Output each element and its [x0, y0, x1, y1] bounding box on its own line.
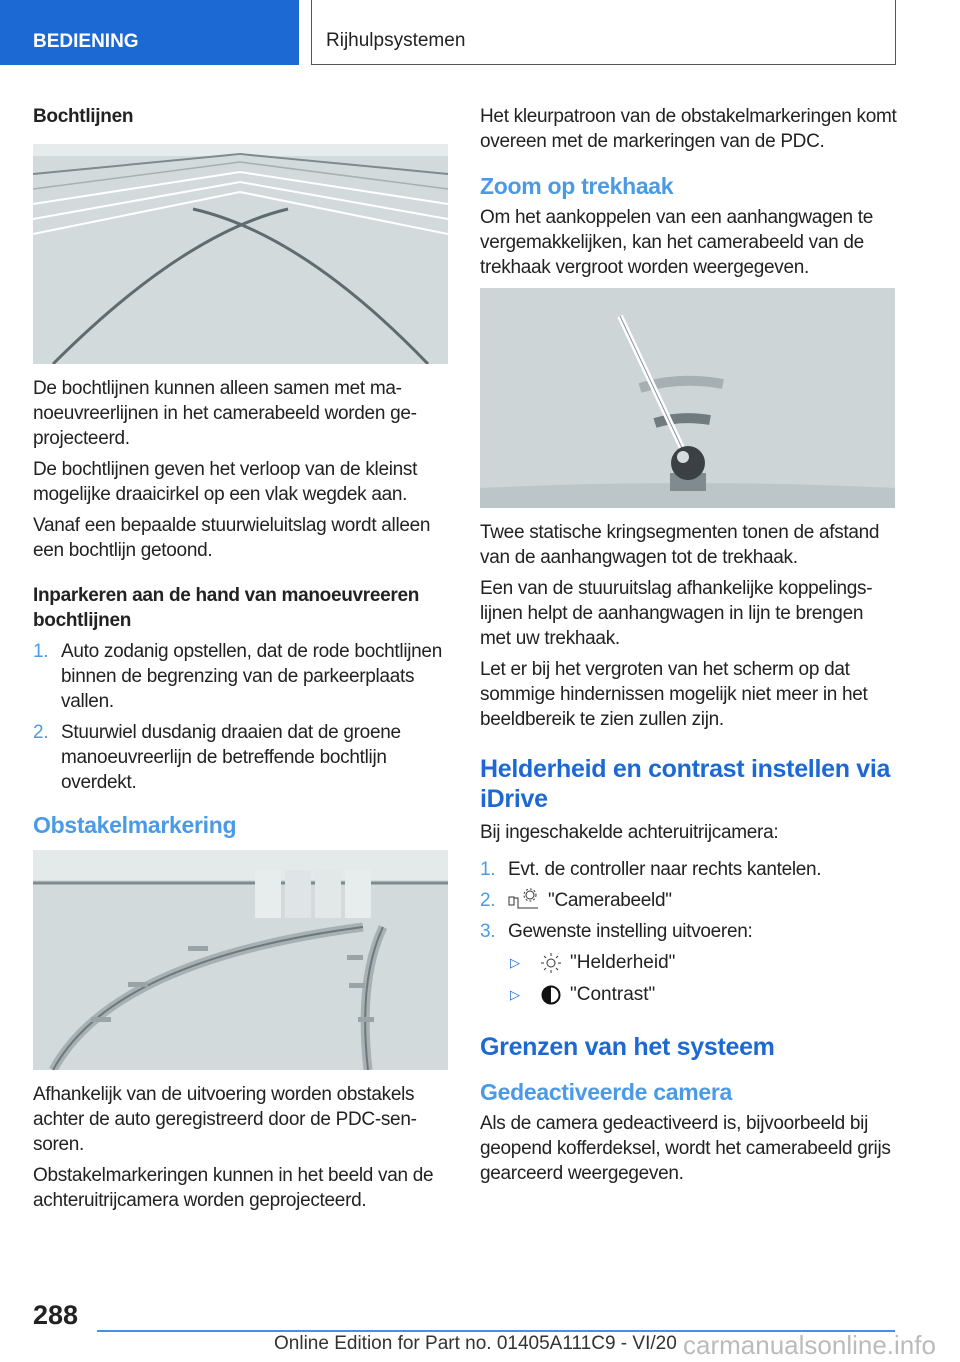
- list-number: 1.: [480, 859, 496, 880]
- list-text: Auto zodanig opstellen, dat de rode bochtlijnen binnen de begrenzing van de parkeerplaats vallen.: [61, 641, 442, 712]
- list-item: [33, 720, 451, 795]
- sub-item-text: "Contrast": [570, 984, 656, 1005]
- paragraph: De bochtlijnen geven het verloop van de kleinst mogelijke draaicirkel op een vlak wegdek aan.: [33, 459, 418, 505]
- paragraph: De bochtlijnen kunnen alleen samen met manoeuvreerlijnen in het camerabeeld worden geprojecteerd.: [33, 378, 417, 449]
- brightness-icon: [540, 952, 562, 974]
- paragraph: Vanaf een bepaalde stuurwieluitslag wordt alleen een bochtlijn getoond.: [33, 515, 431, 561]
- paragraph: Afhankelijk van de uitvoering worden obstakels achter de auto geregistreerd door de PDC-sensoren.: [33, 1084, 417, 1155]
- list-item: [480, 888, 898, 913]
- bullet-triangle-icon: ▷: [510, 987, 520, 1002]
- list-text: Stuurwiel dusdanig draaien dat de groene manoeuvreerlijn de betreffende bochtlijn overdekt.: [61, 722, 401, 793]
- sub-item-brightness: [510, 950, 898, 976]
- chapter-title: Rijhulpsystemen: [311, 0, 896, 65]
- paragraph: Om het aankoppelen van een aanhangwagen te vergemakkelijken, kan het camerabeeld van de trekhaak vergroot worden weergegeven.: [480, 207, 874, 278]
- list-text: "Camerabeeld": [548, 890, 672, 911]
- list-item: [480, 857, 898, 882]
- list-text: Evt. de controller naar rechts kantelen.: [508, 859, 822, 880]
- heading-bochtlijnen: Bochtlijnen: [33, 106, 134, 127]
- obstacle-marking-figure: [33, 850, 448, 1070]
- heading-gedeactiveerde-camera: Gedeactiveerde camera: [480, 1079, 732, 1105]
- paragraph: Obstakelmarkeringen kunnen in het beeld van de achteruitrijcamera worden geprojecteerd.: [33, 1165, 434, 1211]
- heading-inparkeren: Inparkeren aan de hand van manoeuvreeren bochtlijnen: [33, 585, 420, 631]
- paragraph: Twee statische kringsegmenten tonen de afstand van de aanhangwagen tot de trekhaak.: [480, 522, 880, 568]
- list-text: Gewenste instelling uitvoeren:: [508, 921, 753, 942]
- paragraph: Een van de stuuruitslag afhankelijke koppelingslijnen helpt de aanhangwagen in lijn te brengen met uw trekhaak.: [480, 578, 873, 649]
- paragraph: Als de camera gedeactiveerd is, bijvoorbeeld bij geopend kofferdeksel, wordt het camerabeeld grijs gearceerd weergegeven.: [480, 1113, 891, 1184]
- heading-zoom-trekhaak: Zoom op trekhaak: [480, 173, 674, 199]
- list-item: [33, 639, 451, 714]
- list-number: 2.: [480, 890, 496, 911]
- right-column: [480, 104, 898, 1192]
- heading-helderheid: Helderheid en contrast instellen via iDrive: [480, 755, 891, 813]
- list-number: 1.: [33, 641, 49, 662]
- heading-obstakelmarkering: Obstakelmarkering: [33, 812, 237, 838]
- paragraph: Bij ingeschakelde achteruitrijcamera:: [480, 822, 779, 843]
- paragraph: Het kleurpatroon van de obstakelmarkeringen komt overeen met de markeringen van de PDC.: [480, 106, 897, 152]
- bullet-triangle-icon: ▷: [510, 955, 520, 970]
- curve-lines-figure: [33, 144, 448, 364]
- list-number: 2.: [33, 722, 49, 743]
- watermark: carmanualsonline.info: [683, 1330, 936, 1360]
- sub-item-text: "Helderheid": [570, 952, 676, 973]
- list-number: 3.: [480, 921, 496, 942]
- sub-item-contrast: [510, 982, 898, 1008]
- page-number: 288: [33, 1300, 79, 1330]
- list-item: [480, 919, 898, 944]
- left-column: [33, 104, 451, 1219]
- contrast-icon: [540, 984, 562, 1006]
- camera-settings-icon: [508, 888, 542, 910]
- edition-text: Online Edition for Part no. 01405A111C9 - VI/20: [274, 1333, 677, 1354]
- heading-grenzen: Grenzen van het systeem: [480, 1033, 775, 1061]
- tow-hitch-figure: [480, 288, 895, 508]
- section-tab: BEDIENING: [0, 0, 299, 65]
- paragraph: Let er bij het vergroten van het scherm op dat sommige hindernissen mogelijk niet meer in het beeldbereik te zien zullen zijn.: [480, 659, 868, 730]
